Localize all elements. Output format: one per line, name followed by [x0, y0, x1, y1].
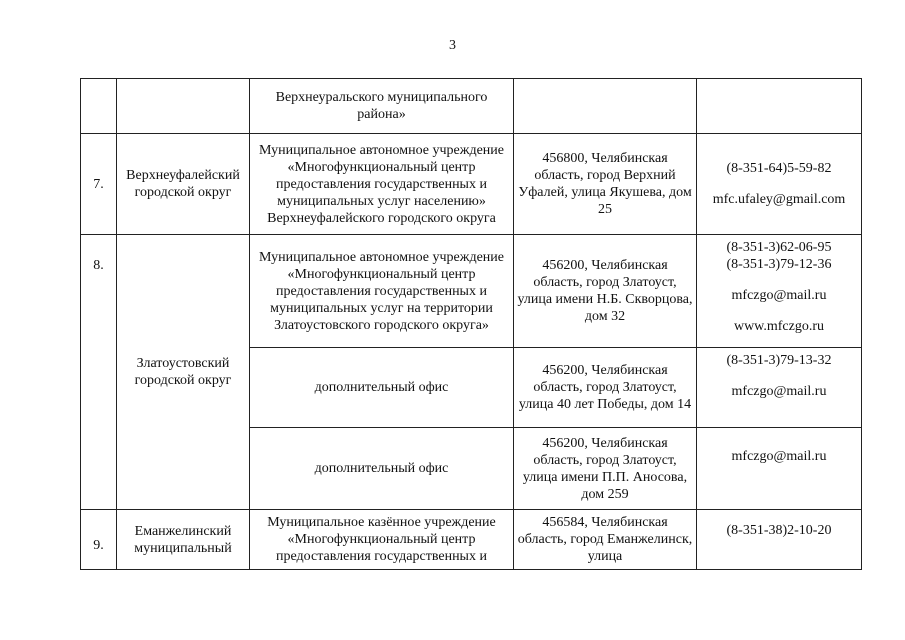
spacer [700, 177, 858, 191]
row-number: 8. [81, 235, 117, 510]
organization-name: Муниципальное автономное учреждение «Многофункциональный центр предоставления государственных и муниципальных услуг населению» Верхнеуфалейского городского округа [250, 134, 514, 235]
contacts [697, 235, 862, 348]
address: 456200, Челябинская область, город Златоуст, улица имени П.П. Аносова, дом 259 [514, 428, 697, 510]
phone-number: (8-351-3)79-12-36 [726, 257, 832, 272]
organization-name: дополнительный офис [250, 428, 514, 510]
email-address: mfc.ufaley@gmail.com [712, 192, 846, 207]
spacer [700, 273, 858, 287]
table-row [81, 235, 862, 348]
row-number: 7. [81, 134, 117, 235]
organization-name: Муниципальное казённое учреждение «Многофункциональный центр предоставления государственных и [250, 510, 514, 570]
organization-name: Верхнеуральского муниципального района» [250, 79, 514, 134]
email-address: mfczgo@mail.ru [731, 288, 827, 303]
contacts [697, 428, 862, 510]
spacer [700, 369, 858, 383]
municipality-name: Златоустовский городской округ [117, 235, 250, 510]
table-row [81, 134, 862, 235]
contacts [697, 134, 862, 235]
spacer [700, 304, 858, 318]
organization-name: дополнительный офис [250, 348, 514, 428]
address: 456200, Челябинская область, город Златоуст, улица 40 лет Победы, дом 14 [514, 348, 697, 428]
email-address: mfczgo@mail.ru [731, 449, 827, 464]
address [514, 79, 697, 134]
phone-number: (8-351-3)62-06-95 [726, 240, 832, 255]
organization-name: Муниципальное автономное учреждение «Многофункциональный центр предоставления государственных и муниципальных услуг на территории Златоустовского городского округа» [250, 235, 514, 348]
municipality-name: Верхнеуфалейский городской округ [117, 134, 250, 235]
row-number: 9. [81, 510, 117, 570]
contacts [697, 79, 862, 134]
website: www.mfczgo.ru [733, 319, 825, 334]
phone-number: (8-351-3)79-13-32 [726, 353, 832, 368]
mfc-registry-table [80, 78, 862, 570]
address: 456200, Челябинская область, город Златоуст, улица имени Н.Б. Скворцова, дом 32 [514, 235, 697, 348]
table-row [81, 79, 862, 134]
table-row [81, 510, 862, 570]
contacts [697, 510, 862, 570]
address: 456800, Челябинская область, город Верхний Уфалей, улица Якушева, дом 25 [514, 134, 697, 235]
phone-number: (8-351-38)2-10-20 [726, 523, 832, 538]
municipality-name [117, 79, 250, 134]
municipality-name: Еманжелинский муниципальный [117, 510, 250, 570]
row-number [81, 79, 117, 134]
phone-number: (8-351-64)5-59-82 [726, 161, 832, 176]
contacts [697, 348, 862, 428]
email-address: mfczgo@mail.ru [731, 384, 827, 399]
page-number: 3 [449, 38, 456, 53]
address: 456584, Челябинская область, город Еманжелинск, улица [514, 510, 697, 570]
